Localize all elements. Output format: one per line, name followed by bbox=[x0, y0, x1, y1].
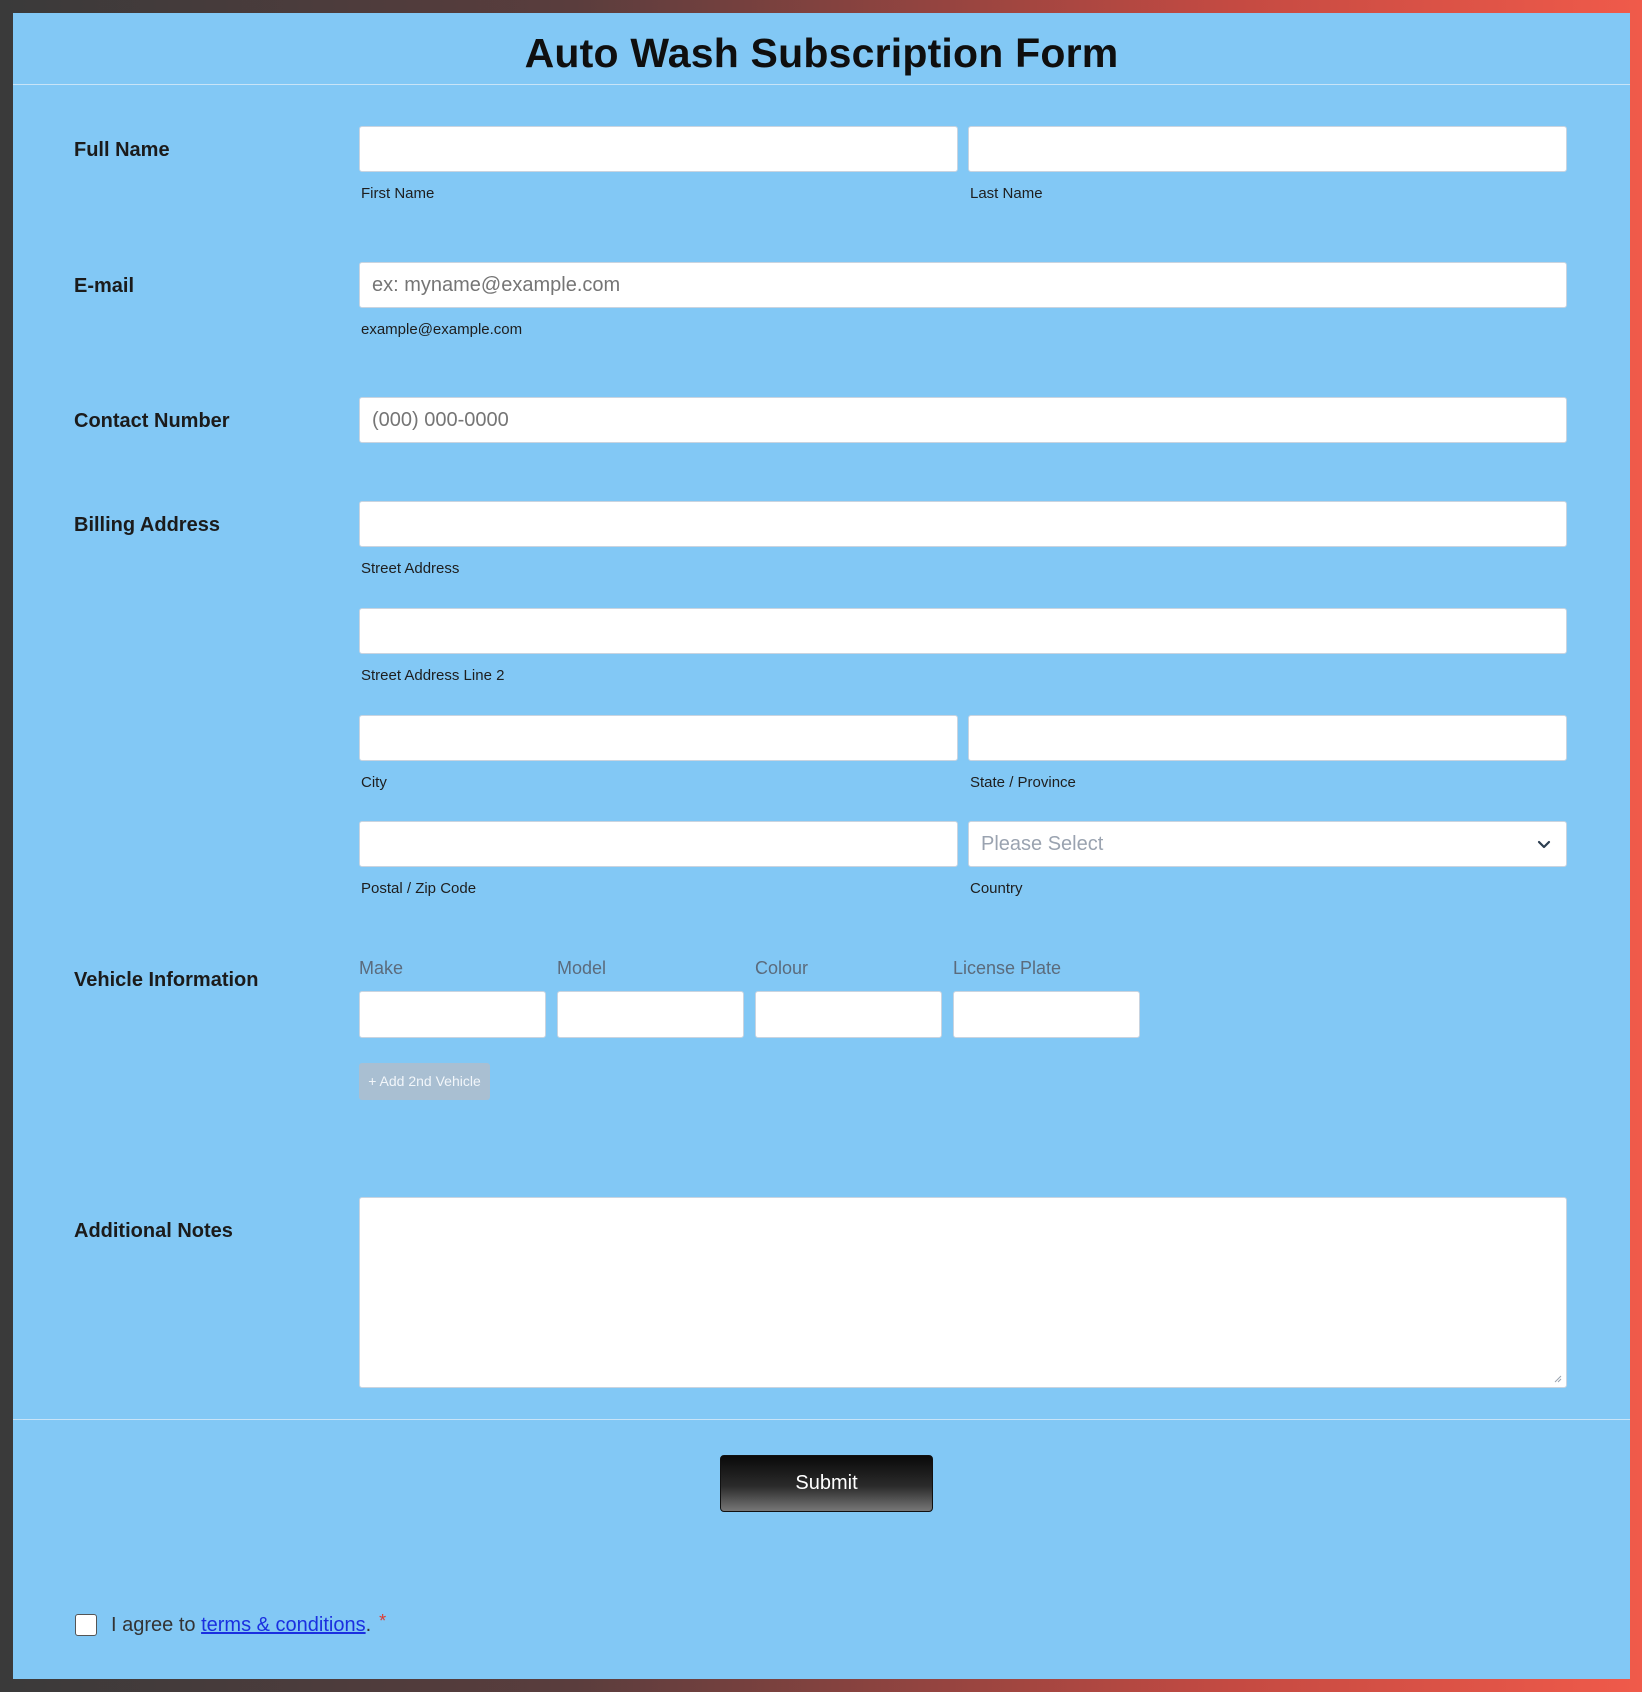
city-sublabel: City bbox=[361, 774, 387, 791]
billing-address-label: Billing Address bbox=[74, 514, 220, 536]
terms-agreement-row bbox=[75, 1612, 386, 1638]
state-province-sublabel: State / Province bbox=[970, 774, 1076, 791]
resize-grip-icon[interactable] bbox=[1554, 1375, 1562, 1383]
terms-link[interactable]: terms & conditions bbox=[201, 1613, 366, 1636]
street-address-input[interactable] bbox=[359, 501, 1567, 547]
footer-divider bbox=[13, 1419, 1630, 1420]
country-sublabel: Country bbox=[970, 880, 1023, 897]
street-address-line2-input[interactable] bbox=[359, 608, 1567, 654]
last-name-sublabel: Last Name bbox=[970, 185, 1043, 202]
contact-number-input[interactable] bbox=[359, 397, 1567, 443]
country-select-value: Please Select bbox=[981, 833, 1104, 855]
email-sublabel: example@example.com bbox=[361, 321, 523, 338]
contact-number-label: Contact Number bbox=[74, 410, 230, 432]
add-second-vehicle-button[interactable]: + Add 2nd Vehicle bbox=[359, 1063, 490, 1100]
first-name-sublabel: First Name bbox=[361, 185, 435, 202]
country-select[interactable] bbox=[968, 821, 1567, 867]
postal-zip-sublabel: Postal / Zip Code bbox=[361, 880, 477, 897]
vehicle-model-header: Model bbox=[557, 958, 607, 978]
form-container bbox=[13, 13, 1630, 1679]
required-asterisk: * bbox=[379, 1610, 387, 1631]
street-address-sublabel: Street Address bbox=[361, 560, 460, 577]
vehicle-make-header: Make bbox=[359, 958, 404, 978]
vehicle-information-label: Vehicle Information bbox=[74, 969, 259, 991]
submit-button[interactable]: Submit bbox=[720, 1455, 933, 1512]
terms-suffix: . bbox=[365, 1613, 372, 1636]
first-name-input[interactable] bbox=[359, 126, 958, 172]
form-title: Auto Wash Subscription Form bbox=[524, 30, 1119, 76]
vehicle-model-input[interactable] bbox=[557, 991, 744, 1038]
terms-checkbox[interactable] bbox=[75, 1614, 97, 1636]
vehicle-make-input[interactable] bbox=[359, 991, 546, 1038]
postal-zip-input[interactable] bbox=[359, 821, 958, 867]
vehicle-license-plate-header: License Plate bbox=[953, 958, 1062, 978]
chevron-down-icon bbox=[1536, 836, 1552, 852]
additional-notes-label: Additional Notes bbox=[74, 1220, 233, 1242]
vehicle-colour-header: Colour bbox=[755, 958, 809, 978]
full-name-label: Full Name bbox=[74, 139, 170, 161]
additional-notes-textarea[interactable] bbox=[359, 1197, 1567, 1388]
email-input[interactable] bbox=[359, 262, 1567, 308]
last-name-input[interactable] bbox=[968, 126, 1567, 172]
header-divider bbox=[13, 84, 1630, 85]
city-input[interactable] bbox=[359, 715, 958, 761]
terms-prefix: I agree to bbox=[111, 1613, 196, 1636]
vehicle-license-plate-input[interactable] bbox=[953, 991, 1140, 1038]
street-address-line2-sublabel: Street Address Line 2 bbox=[361, 667, 505, 684]
state-province-input[interactable] bbox=[968, 715, 1567, 761]
email-label: E-mail bbox=[74, 275, 135, 297]
vehicle-colour-input[interactable] bbox=[755, 991, 942, 1038]
